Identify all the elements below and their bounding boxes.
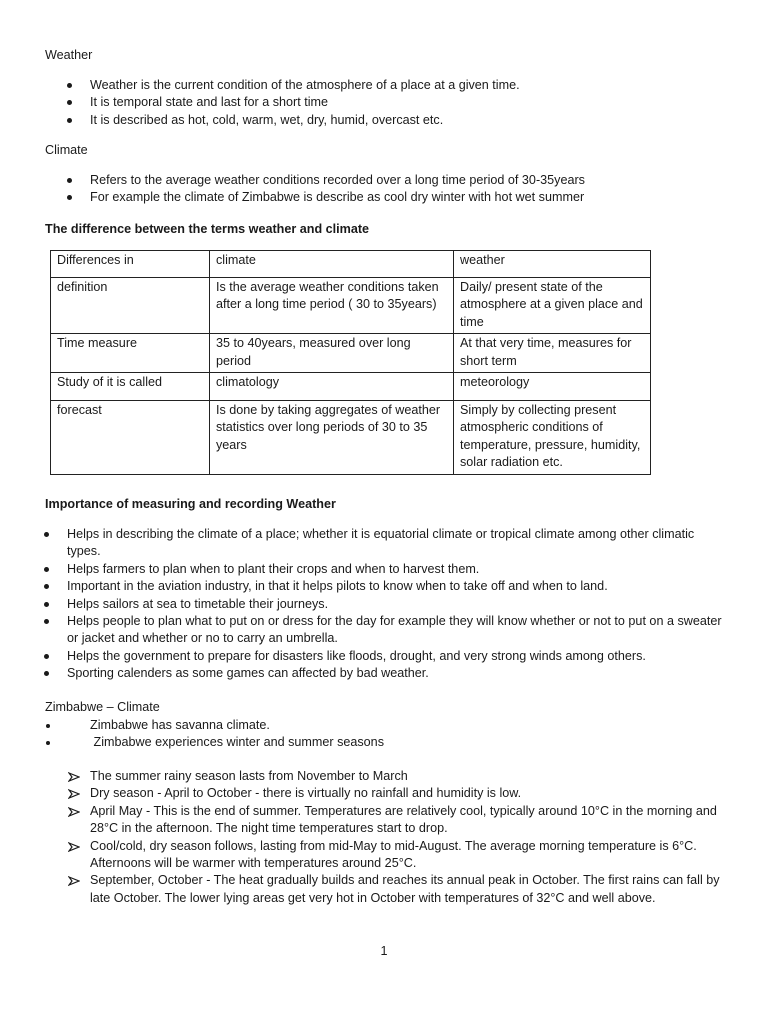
- bullet-dot-icon: [67, 118, 72, 123]
- season-item: The summer rainy season lasts from November to March: [0, 768, 730, 785]
- weather-bullet: Weather is the current condition of the atmosphere of a place at a given time.: [0, 77, 768, 94]
- importance-bullet: Helps farmers to plan when to plant their crops and when to harvest them.: [0, 561, 727, 578]
- bullet-dot-icon: [44, 532, 49, 537]
- table-cell: At that very time, measures for short term: [454, 334, 651, 373]
- bullet-dot-icon: [46, 724, 50, 728]
- table-cell: Daily/ present state of the atmosphere at a given place and time: [454, 278, 651, 334]
- arrowhead-bullet-icon: [68, 876, 80, 886]
- table-header-cell: climate: [210, 251, 454, 278]
- importance-bullet: Sporting calenders as some games can affected by bad weather.: [0, 665, 727, 682]
- season-item: Dry season - April to October - there is virtually no rainfall and humidity is low.: [0, 785, 730, 802]
- season-item: Cool/cold, dry season follows, lasting from mid-May to mid-August. The average morning temperature is 6°C. Afternoons will be warmer with temperatures around 25°C.: [0, 838, 730, 873]
- climate-bullet-list: [0, 172, 768, 207]
- bullet-dot-icon: [67, 83, 72, 88]
- climate-bullet: Refers to the average weather conditions recorded over a long time period of 30-35years: [0, 172, 768, 189]
- zimbabwe-bullet: Zimbabwe has savanna climate.: [0, 717, 768, 734]
- table-header-cell: Differences in: [51, 251, 210, 278]
- weather-bullet: It is temporal state and last for a short time: [0, 94, 768, 111]
- comparison-table: [50, 250, 651, 475]
- table-cell: 35 to 40years, measured over long period: [210, 334, 454, 373]
- arrowhead-bullet-icon: [68, 807, 80, 817]
- difference-heading: The difference between the terms weather and climate: [45, 222, 370, 236]
- table-header-cell: weather: [454, 251, 651, 278]
- season-item: September, October - The heat gradually builds and reaches its annual peak in October. The first rains can fall by late October. The lower lying areas get very hot in October with temperatures of 32°C and well above.: [0, 872, 730, 907]
- season-item: April May - This is the end of summer. Temperatures are relatively cool, typically around 10°C in the morning and 28°C in the afternoon. The night time temperatures start to drop.: [0, 803, 730, 838]
- table-cell: climatology: [210, 373, 454, 401]
- importance-bullet-list: [0, 526, 768, 683]
- arrowhead-bullet-icon: [68, 842, 80, 852]
- importance-heading: Importance of measuring and recording Weather: [45, 497, 336, 511]
- bullet-dot-icon: [67, 100, 72, 105]
- climate-bullet: For example the climate of Zimbabwe is describe as cool dry winter with hot wet summer: [0, 189, 768, 206]
- importance-bullet: Helps in describing the climate of a place; whether it is equatorial climate or tropical climate among other climatic types.: [0, 526, 727, 561]
- zimbabwe-bullet: Zimbabwe experiences winter and summer seasons: [0, 734, 768, 751]
- table-cell: forecast: [51, 401, 210, 475]
- arrowhead-bullet-icon: [68, 772, 80, 782]
- table-cell: Simply by collecting present atmospheric conditions of temperature, pressure, humidity, solar radiation etc.: [454, 401, 651, 475]
- table-cell: meteorology: [454, 373, 651, 401]
- season-list: [0, 768, 768, 907]
- bullet-dot-icon: [44, 567, 49, 572]
- table-row: [51, 401, 651, 475]
- bullet-dot-icon: [46, 741, 50, 745]
- bullet-dot-icon: [44, 619, 49, 624]
- table-row: [51, 334, 651, 373]
- bullet-dot-icon: [67, 195, 72, 200]
- table-cell: Time measure: [51, 334, 210, 373]
- bullet-dot-icon: [44, 671, 49, 676]
- table-row: [51, 278, 651, 334]
- table-cell: Study of it is called: [51, 373, 210, 401]
- bullet-dot-icon: [44, 602, 49, 607]
- arrowhead-bullet-icon: [68, 789, 80, 799]
- table-cell: Is the average weather conditions taken after a long time period ( 30 to 35years): [210, 278, 454, 334]
- bullet-dot-icon: [44, 584, 49, 589]
- bullet-dot-icon: [44, 654, 49, 659]
- table-header-row: [51, 251, 651, 278]
- climate-heading: Climate: [45, 143, 88, 157]
- table-cell: definition: [51, 278, 210, 334]
- importance-bullet: Helps the government to prepare for disasters like floods, drought, and very strong winds among others.: [0, 648, 727, 665]
- weather-heading: Weather: [45, 48, 93, 62]
- importance-bullet: Helps sailors at sea to timetable their journeys.: [0, 596, 727, 613]
- table-cell: Is done by taking aggregates of weather statistics over long periods of 30 to 35 years: [210, 401, 454, 475]
- importance-bullet: Helps people to plan what to put on or dress for the day for example they will know whether or not to put on a sweater or jacket and whether or no to carry an umbrella.: [0, 613, 727, 648]
- page-number: 1: [380, 944, 388, 958]
- table-row: [51, 373, 651, 401]
- weather-bullet-list: [0, 77, 768, 129]
- bullet-dot-icon: [67, 178, 72, 183]
- weather-bullet: It is described as hot, cold, warm, wet, dry, humid, overcast etc.: [0, 112, 768, 129]
- zimbabwe-bullet-list: [0, 717, 768, 752]
- importance-bullet: Important in the aviation industry, in that it helps pilots to know when to take off and when to land.: [0, 578, 727, 595]
- zimbabwe-heading: Zimbabwe – Climate: [45, 700, 160, 714]
